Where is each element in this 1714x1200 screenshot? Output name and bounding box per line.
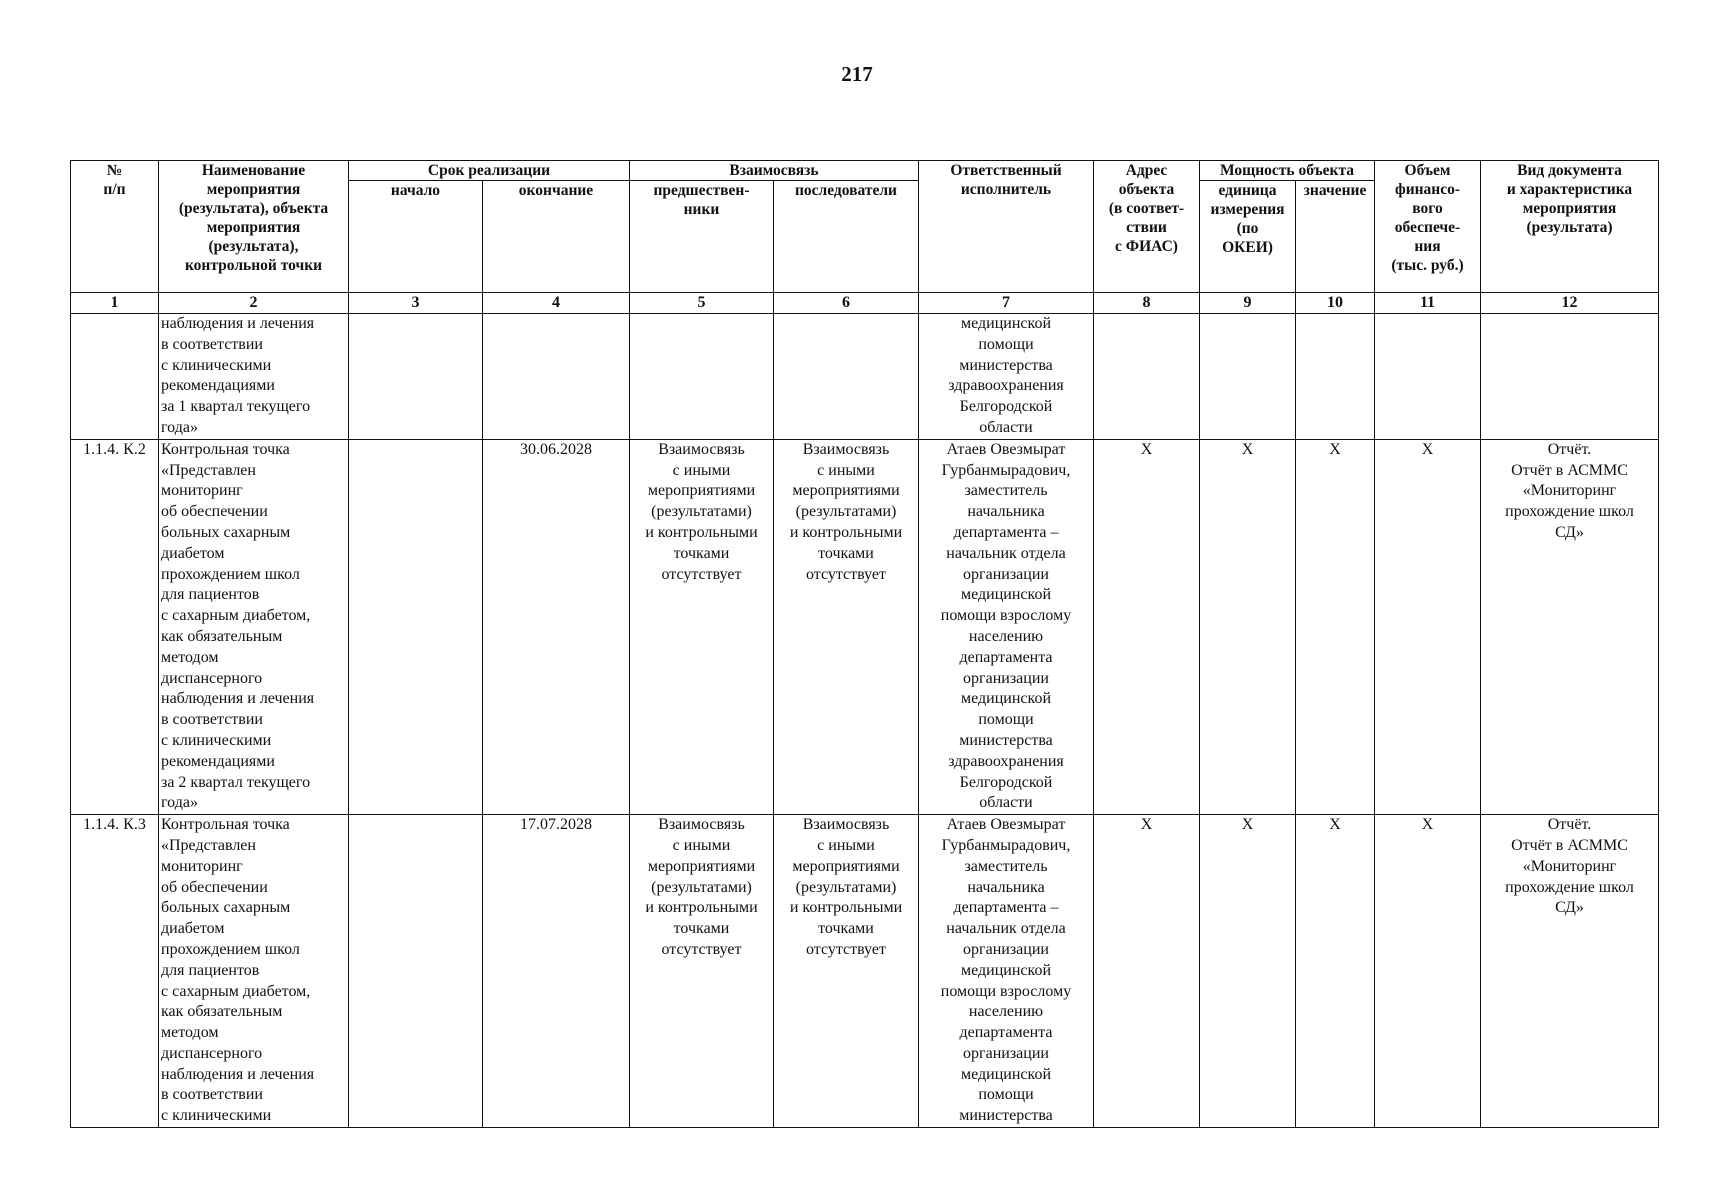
header-vzaimosvyaz: Взаимосвязь — [630, 161, 919, 181]
row-unit — [1200, 314, 1296, 440]
row-finance — [1375, 314, 1481, 440]
row-start — [349, 314, 483, 440]
row-start — [349, 439, 483, 814]
row-finance: Х — [1375, 815, 1481, 1128]
column-number: 1 — [71, 293, 159, 314]
row-value: Х — [1296, 439, 1375, 814]
column-number: 12 — [1481, 293, 1659, 314]
column-number-row — [71, 293, 1659, 314]
row-end: 17.07.2028 — [483, 815, 630, 1128]
row-name: Контрольная точка «Представлен мониторинг об обеспечении больных сахарным диабетом прохождением школ для пациентов с сахарным диабетом, как обязательным методом диспансерного наблюдения и лечения в соответствии с клиническими — [159, 815, 349, 1128]
row-successors: Взаимосвязь с иными мероприятиями (результатами) и контрольными точками отсутствует — [774, 815, 919, 1128]
header-name: Наименование мероприятия (результата), объекта мероприятия (результата), контрольной точки — [159, 161, 349, 293]
column-number: 5 — [630, 293, 774, 314]
row-value — [1296, 314, 1375, 440]
row-predecessors — [630, 314, 774, 440]
column-number: 10 — [1296, 293, 1375, 314]
header-value: значение — [1296, 181, 1375, 293]
row-doc: Отчёт. Отчёт в АСММС «Мониторинг прохождение школ СД» — [1481, 439, 1659, 814]
row-name: наблюдения и лечения в соответствии с клиническими рекомендациями за 1 квартал текущего года» — [159, 314, 349, 440]
row-predecessors: Взаимосвязь с иными мероприятиями (результатами) и контрольными точками отсутствует — [630, 815, 774, 1128]
column-number: 4 — [483, 293, 630, 314]
column-number: 8 — [1094, 293, 1200, 314]
column-number: 2 — [159, 293, 349, 314]
header-responsible: Ответственный исполнитель — [919, 161, 1094, 293]
header-successors: последователи — [774, 181, 919, 293]
row-doc: Отчёт. Отчёт в АСММС «Мониторинг прохождение школ СД» — [1481, 815, 1659, 1128]
row-end: 30.06.2028 — [483, 439, 630, 814]
row-responsible: Атаев Овезмырат Гурбанмырадович, заместитель начальника департамента – начальник отдела организации медицинской помощи взрослому населению департамента организации медицинской помощи министерства здравоохранения Белгородской области — [919, 439, 1094, 814]
row-predecessors: Взаимосвязь с иными мероприятиями (результатами) и контрольными точками отсутствует — [630, 439, 774, 814]
column-number: 3 — [349, 293, 483, 314]
header-doc-type: Вид документа и характеристика мероприятия (результата) — [1481, 161, 1659, 293]
row-unit: Х — [1200, 439, 1296, 814]
row-responsible: медицинской помощи министерства здравоохранения Белгородской области — [919, 314, 1094, 440]
header-unit: единица измерения (по ОКЕИ) — [1200, 181, 1296, 293]
header-start: начало — [349, 181, 483, 293]
column-number: 6 — [774, 293, 919, 314]
column-number: 7 — [919, 293, 1094, 314]
row-unit: Х — [1200, 815, 1296, 1128]
header-finance: Объем финансо- вого обеспече- ния (тыс. руб.) — [1375, 161, 1481, 293]
row-responsible: Атаев Овезмырат Гурбанмырадович, заместитель начальника департамента – начальник отдела организации медицинской помощи взрослому населению департамента организации медицинской помощи министерства — [919, 815, 1094, 1128]
header-capacity: Мощность объекта — [1200, 161, 1375, 181]
header-predecessors: предшествен- ники — [630, 181, 774, 293]
table-row — [71, 314, 1659, 440]
header-end: окончание — [483, 181, 630, 293]
row-end — [483, 314, 630, 440]
table-row — [71, 815, 1659, 1128]
table-row — [71, 439, 1659, 814]
header-address: Адрес объекта (в соответ- ствии с ФИАС) — [1094, 161, 1200, 293]
row-doc — [1481, 314, 1659, 440]
header-row-1 — [71, 161, 1659, 181]
row-finance: Х — [1375, 439, 1481, 814]
row-num: 1.1.4. К.2 — [71, 439, 159, 814]
row-num — [71, 314, 159, 440]
row-start — [349, 815, 483, 1128]
row-successors: Взаимосвязь с иными мероприятиями (результатами) и контрольными точками отсутствует — [774, 439, 919, 814]
page-number: 217 — [841, 62, 873, 86]
row-value: Х — [1296, 815, 1375, 1128]
header-srok: Срок реализации — [349, 161, 630, 181]
row-name: Контрольная точка «Представлен мониторинг об обеспечении больных сахарным диабетом прохождением школ для пациентов с сахарным диабетом, как обязательным методом диспансерного наблюдения и лечения в соответствии с клиническими рекомендациями за 2 квартал текущего года» — [159, 439, 349, 814]
row-num: 1.1.4. К.3 — [71, 815, 159, 1128]
row-successors — [774, 314, 919, 440]
activity-table — [70, 160, 1659, 1128]
row-address: Х — [1094, 815, 1200, 1128]
column-number: 11 — [1375, 293, 1481, 314]
row-address — [1094, 314, 1200, 440]
row-address: Х — [1094, 439, 1200, 814]
header-num: № п/п — [71, 161, 159, 293]
column-number: 9 — [1200, 293, 1296, 314]
